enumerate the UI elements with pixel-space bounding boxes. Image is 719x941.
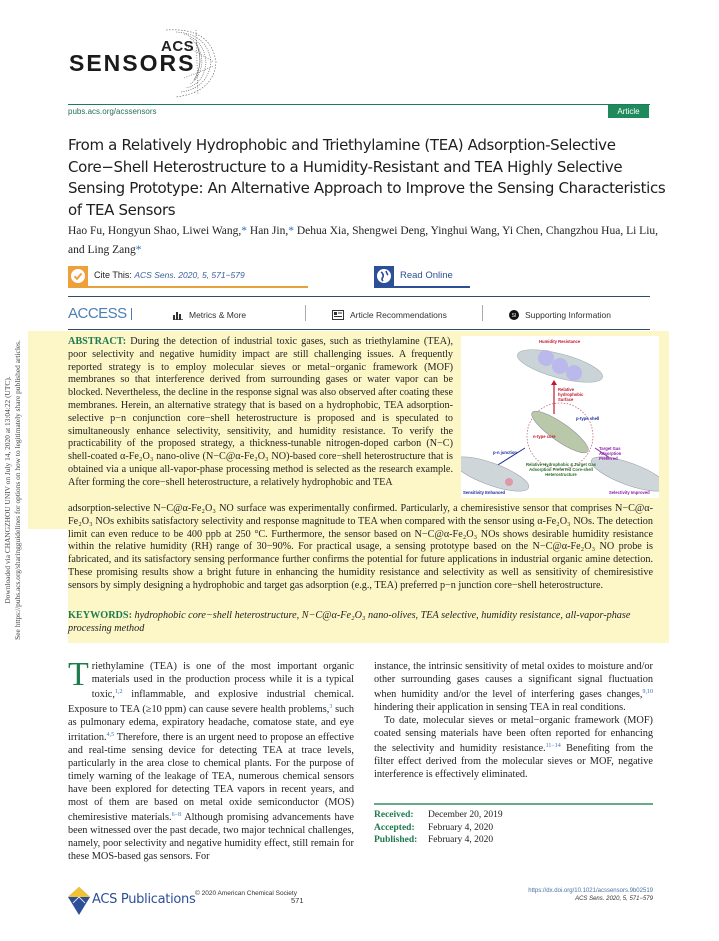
toc-label-right: Target Gas Adsorption Preferred [599,446,622,461]
toc-caption: Relative Hydrophobic & Target Gas Adsorption Preferred Core-shell Heterostructure [526,462,596,477]
intro-right-column [374,660,653,781]
journal-url[interactable]: pubs.acs.org/acssensors [68,107,157,116]
citation-ref[interactable]: 1,2 [114,689,123,695]
date-published [374,834,503,847]
corresponding-mark[interactable]: * [288,225,294,237]
journal-name-acs: ACS [161,38,195,55]
journal-logo [68,22,228,102]
body-text: To date, molecular sieves or metal−organic framework (MOF) coated sensing materials have been often reported for enhancing the selectivity and humidity resistance. [374,715,653,754]
toc-label-left: p-n junction [493,450,517,455]
authors-part: Han Jin, [247,225,289,237]
divider [305,305,306,321]
access-divider [131,308,132,320]
toc-label-arrow-up: Relative hydrophobic Surface [558,387,584,402]
acs-emblem-icon [68,887,90,915]
toc-label-bottom-right: Selectivity Improved [609,490,650,495]
recommendations-link[interactable] [332,310,447,322]
author-list [68,222,668,260]
keywords-list: hydrophobic core−shell heterostructure, N−C@α-Fe₂O₃ nano-olives, TEA selective, humidity resistance, all-vapor-phase processing method [68,610,631,634]
corresponding-mark[interactable]: * [135,244,142,256]
download-notice-line2[interactable]: See https://pubs.acs.org/sharingguidelines for options on how to legitimately share published articles. [13,340,22,640]
globe-icon [374,266,394,286]
dates-rule [374,803,653,805]
abstract-heading: ABSTRACT: [68,336,127,347]
footer-citation: ACS Sens. 2020, 5, 571−579 [575,896,653,902]
abstract-upper [68,336,453,490]
si-icon [509,310,519,322]
body-text: riethylamine (TEA) is one of the most important organic materials used in the production process while it is a typical toxic, [91,661,354,700]
checkmark-icon [68,266,88,286]
divider [482,305,483,321]
body-text: Although promising advancements have been witnessed over the past decade, two major technical challenges, namely, poor selectivity and negative humidity effect, still remain for these MOS-based gas sensors. For [68,812,354,862]
read-online-label: Read Online [400,270,453,281]
header-rule [68,104,650,105]
cite-this[interactable] [68,266,308,288]
page-number: 571 [291,896,304,905]
olive-center [527,405,593,459]
citation-ref[interactable]: 9,10 [642,689,653,695]
doi-link[interactable]: https://dx.doi.org/10.1021/acssensors.9b02519 [528,888,653,894]
date-value: February 4, 2020 [428,822,494,833]
body-text: Therefore, there is an urgent need to propose an effective and real-time sensing device for detecting TEA at trace levels, particularly in the area close to chemical plants. For the purpose of timely warning of the leakage of TEA, numerous chemical sensors have been explored for detecting TEA vapors in recent years, and most of them are based on metal oxide semiconductor (MOS) chemiresistive materials. [68,732,354,823]
recommendations-label: Article Recommendations [350,310,447,320]
intro-left-column [68,656,354,863]
keywords [68,610,653,636]
date-value: December 20, 2019 [428,810,503,820]
toc-label-bottom-left: Sensitivity Enhanced [463,490,506,495]
cite-label: Cite This: [94,270,132,280]
svg-text:SI: SI [511,313,517,319]
download-notice-line1: Downloaded via CHANGZHOU UNIV on July 14, 2020 at 13:04:22 (UTC). [3,376,12,604]
body-text: inflammable, and explosive industrial chemical. Exposure to TEA (≥10 ppm) can cause severe health problems, [68,689,354,715]
article-title: From a Relatively Hydrophobic and Triethylamine (TEA) Adsorption-Selective Core−Shell Heterostructure to a Humidity-Resistant and TEA Highly Selective Sensing Prototype: An Alternative Approach to Improve the Sensing Characteristics of TEA Sensors [68,136,666,219]
metrics-link[interactable] [173,310,246,322]
date-value: February 4, 2020 [428,835,494,845]
date-received [374,809,503,822]
toc-label-shell: p-type shell [576,416,600,421]
body-text: Benefiting from the filter effect derived from the molecular sieves or MOF, negative interference is effectively eliminated. [374,743,653,780]
keywords-heading: KEYWORDS: [68,610,132,621]
body-text: instance, the intrinsic sensitivity of metal oxides to moisture and/or other surrounding gases causes a significant signal fluctuation when humidity and/or the level of interfering gases changes, [374,661,653,700]
access-bar [68,296,650,330]
bar-chart-icon [173,311,183,322]
authors-part: Hao Fu, Hongyun Shao, Liwei Wang, [68,225,242,237]
abstract-text-a: During the detection of industrial toxic gases, such as triethylamine (TEA), poor selectivity and negative humidity impact are still challenging issues. A frequently reported strategy is to employ molecular sieves or metal−organic framework (MOF) membranes so that interference derived from surrounding gases or water vapor can be blocked. Nevertheless, the decline in the response signal was also observed after coating these membranes. Herein, an alternative strategy that is based on a hydrophobic, TEA adsorption-selective p−n conjunction core−shell heterostructure is proposed and is speculated to simultaneously enhance selectivity, sensitivity, and humidity resistance. To verify the practicability of the proposed strategy, a thickness-tunable nitrogen-doped carbon (N−C) shell-coated α-Fe₂O₃ nano-olive (N−C@α-Fe₂O₃ NO)-based core−shell heterostructure that is obtained via a unique all-vapor-phase processing method is selected as the research example. After forming the core−shell heterostructure, a relatively hydrophobic and TEA [68,336,453,488]
date-label: Received: [374,810,414,820]
read-online-button[interactable] [374,266,470,288]
body-text: hindering their application in sensing TEA in real conditions. [374,702,626,713]
citation-ref[interactable]: 11−14 [545,743,561,749]
access-label: ACCESS [68,305,127,322]
article-type-badge: Article [608,105,649,118]
date-label: Published: [374,835,418,845]
paragraph [374,660,653,714]
citation-ref[interactable]: 6−8 [171,812,181,818]
abstract-lower: adsorption-selective N−C@α-Fe₂O₃ NO surface was experimentally confirmed. Particularly, a chemiresistive sensor that comprises N−C@α-Fe₂O₃ NOs exhibits satisfactory selectivity and response magnitude to TEA when compared with the sensor using α-Fe₂O₃ NOs. The detection limit can even reduce to be 400 ppb at 250 °C. Furthermore, the sensor based on N−C@α-Fe₂O₃ NOs shows desirable humidity resistance within the relative humidity (RH) range of 30−90%. For practical usage, a sensing prototype based on the N−C@α-Fe₂O₃ NO probe is fabricated, and its satisfactory sensing performance further confirms the potential for future applications in industrial organic amine detection. These promising results show a bright future in enhancing the humidity resistance and selectivity as well as sensitivity of chemiresistive sensors by simply designing a hydrophobic and target gas adsorption (e.g., TEA) preferred p−n junction core−shell heterostructure. [68,503,653,591]
supporting-info-label: Supporting Information [525,310,611,320]
date-accepted [374,822,503,835]
date-label: Accepted: [374,822,415,833]
body-text: such as pulmonary edema, expiratory headache, comatose state, and eye irritation. [68,704,354,743]
paragraph [374,714,653,781]
toc-graphic [461,336,659,498]
article-dates [374,809,503,847]
drop-cap: T [68,656,89,693]
copyright: © 2020 American Chemical Society [195,890,297,897]
doi-block [528,887,653,903]
citation-ref[interactable]: 3 [329,704,333,710]
publisher-name: ACS Publications [92,892,196,907]
supporting-info-link[interactable] [509,310,611,322]
toc-label-core: n-type core [533,434,556,439]
metrics-label: Metrics & More [189,310,247,320]
toc-label-top: Humidity Resistance [539,339,581,344]
document-icon [332,310,344,322]
download-notice [3,290,25,690]
journal-name-sensors: SENSORS [69,50,196,76]
citation-ref[interactable]: 4,5 [106,732,115,738]
acs-publications-logo [68,887,196,917]
authors-part: Dehua Xia, Shengwei Deng, Yinghui Wang, Yi Chen, Changzhou Hua, Li Liu, and Ling Zang [68,225,659,256]
cite-reference[interactable]: ACS Sens. 2020, 5, 571−579 [134,270,245,280]
corresponding-mark[interactable]: * [241,225,248,237]
